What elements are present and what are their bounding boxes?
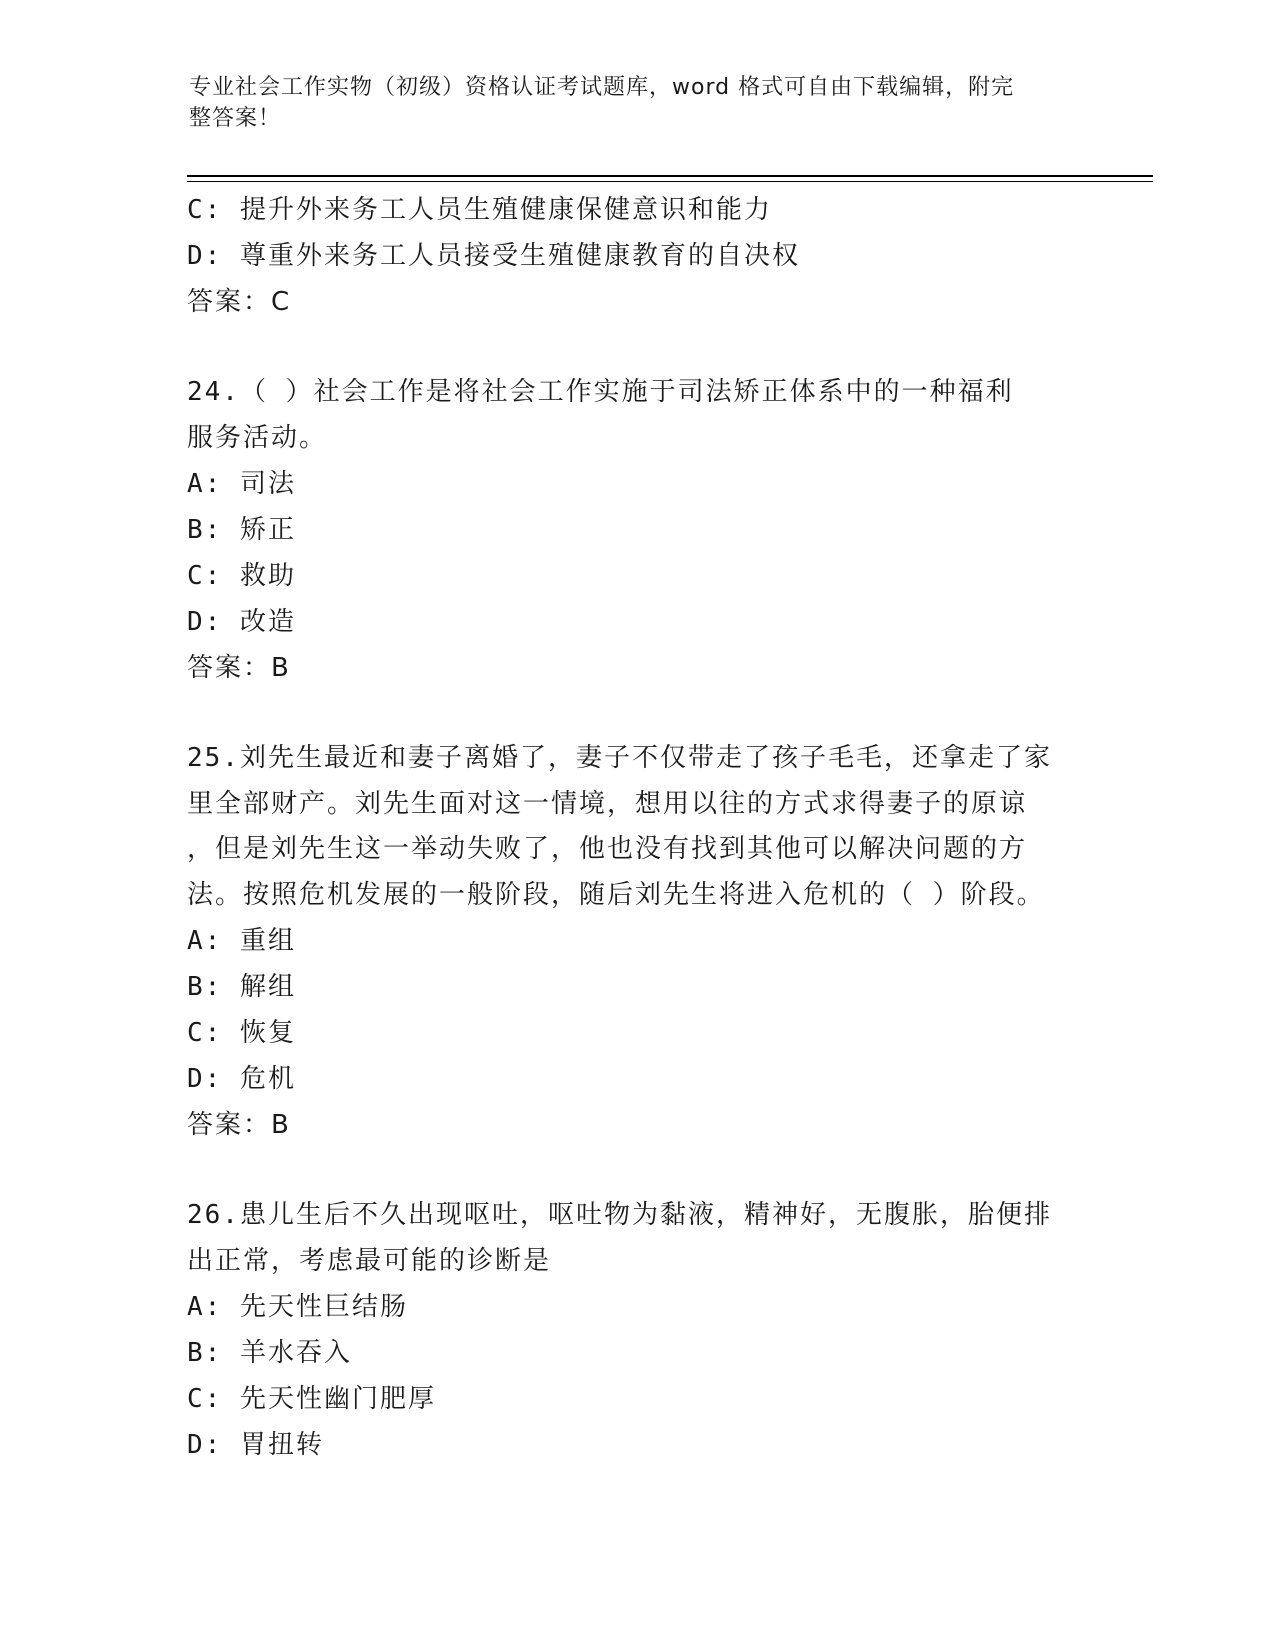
question-list [187, 187, 1087, 1468]
option-c: C: 恢复 [187, 1018, 296, 1048]
option-b: B: 解组 [187, 972, 296, 1002]
option-d: D: 尊重外来务工人员接受生殖健康教育的自决权 [187, 241, 800, 271]
stem-line: 25.刘先生最近和妻子离婚了，妻子不仅带走了孩子毛毛，还拿走了家 [187, 743, 1052, 773]
option-c: C: 救助 [187, 561, 296, 591]
stem-line: ，但是刘先生这一举动失败了，他也没有找到其他可以解决问题的方 [187, 834, 1028, 864]
answer: 答案：C [187, 287, 292, 317]
option-b: B: 矫正 [187, 515, 296, 545]
header-rule-thick [187, 175, 1153, 177]
stem-line: 24.（ ）社会工作是将社会工作实施于司法矫正体系中的一种福利 [187, 377, 1014, 407]
header-line-1: 专业社会工作实物（初级）资格认证考试题库，word 格式可自由下载编辑，附完 [189, 75, 1015, 100]
option-c: C: 先天性幽门肥厚 [187, 1384, 436, 1414]
option-d: D: 胃扭转 [187, 1430, 324, 1460]
option-b: B: 羊水吞入 [187, 1338, 352, 1368]
stem-line: 法。按照危机发展的一般阶段，随后刘先生将进入危机的（ ）阶段。 [187, 879, 1045, 910]
spacer [187, 325, 1087, 370]
question-26 [187, 1193, 1087, 1468]
stem-line: 里全部财产。刘先生面对这一情境，想用以往的方式求得妻子的原谅 [187, 788, 1028, 819]
page-header [189, 72, 1069, 134]
answer: 答案：B [187, 653, 291, 683]
option-a: A: 重组 [187, 926, 296, 956]
stem-line: 服务活动。 [187, 422, 328, 453]
option-c: C: 提升外来务工人员生殖健康保健意识和能力 [187, 195, 772, 225]
question-23 [187, 187, 1087, 325]
stem-line: 出正常，考虑最可能的诊断是 [187, 1245, 552, 1276]
spacer [187, 1148, 1087, 1193]
header-line-2: 整答案！ [189, 106, 282, 131]
answer: 答案：B [187, 1110, 291, 1140]
question-stem [187, 736, 1077, 918]
question-stem [187, 370, 1077, 461]
option-d: D: 改造 [187, 607, 296, 637]
spacer [187, 691, 1087, 736]
question-24 [187, 370, 1087, 691]
option-d: D: 危机 [187, 1064, 296, 1094]
option-a: A: 先天性巨结肠 [187, 1292, 408, 1322]
option-a: A: 司法 [187, 469, 296, 499]
header-rule-thin [187, 181, 1153, 182]
question-25 [187, 736, 1087, 1148]
question-stem [187, 1193, 1077, 1284]
stem-line: 26.患儿生后不久出现呕吐，呕吐物为黏液，精神好，无腹胀，胎便排 [187, 1200, 1052, 1230]
